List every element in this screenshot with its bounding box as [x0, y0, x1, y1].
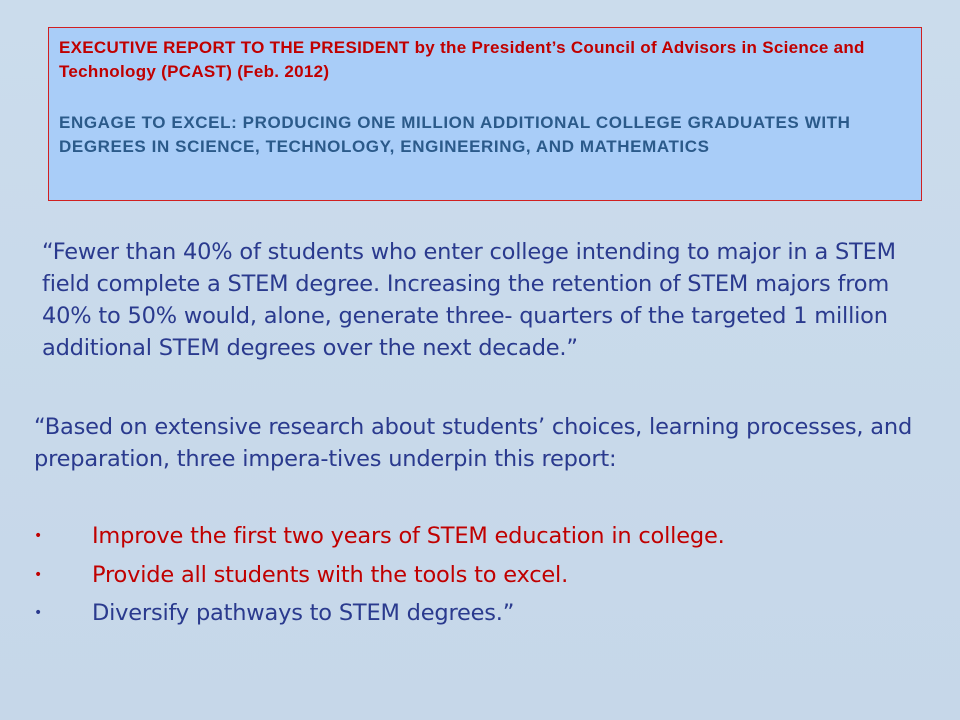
bullet-icon: •	[34, 566, 43, 583]
list-item	[34, 595, 725, 634]
report-header-box	[48, 27, 922, 201]
bullet-icon: •	[34, 528, 43, 544]
imperatives-list	[34, 518, 725, 634]
report-subtitle: ENGAGE TO EXCEL: PRODUCING ONE MILLION ADDITIONAL COLLEGE GRADUATES WITH DEGREES IN SCIENCE, TECHNOLOGY, ENGINEERING, AND MATHEMATICS	[59, 113, 851, 156]
report-author: by the President’s Council of Advisors in Science and Technology (PCAST) (Feb. 2012)	[59, 38, 865, 81]
list-item	[34, 557, 725, 596]
list-item-text: Improve the first two years of STEM education in college.	[92, 523, 725, 549]
imperatives-intro-quote: “Based on extensive research about students’ choices, learning processes, and preparation, three impera-tives underpin this report:	[34, 414, 913, 472]
report-citation	[59, 36, 911, 84]
list-item-text: Provide all students with the tools to excel.	[92, 561, 569, 588]
report-title: EXECUTIVE REPORT TO THE PRESIDENT	[59, 38, 410, 57]
list-item-text: Diversify pathways to STEM degrees.”	[92, 600, 515, 626]
retention-quote: “Fewer than 40% of students who enter college intending to major in a STEM field complete a STEM degree. Increasing the retention of STEM majors from 40% to 50% would, alone, generate three- quarters of the targeted 1 million additional STEM degrees over the next decade.”	[42, 239, 896, 361]
list-item	[34, 518, 725, 557]
bullet-icon: •	[34, 605, 43, 621]
